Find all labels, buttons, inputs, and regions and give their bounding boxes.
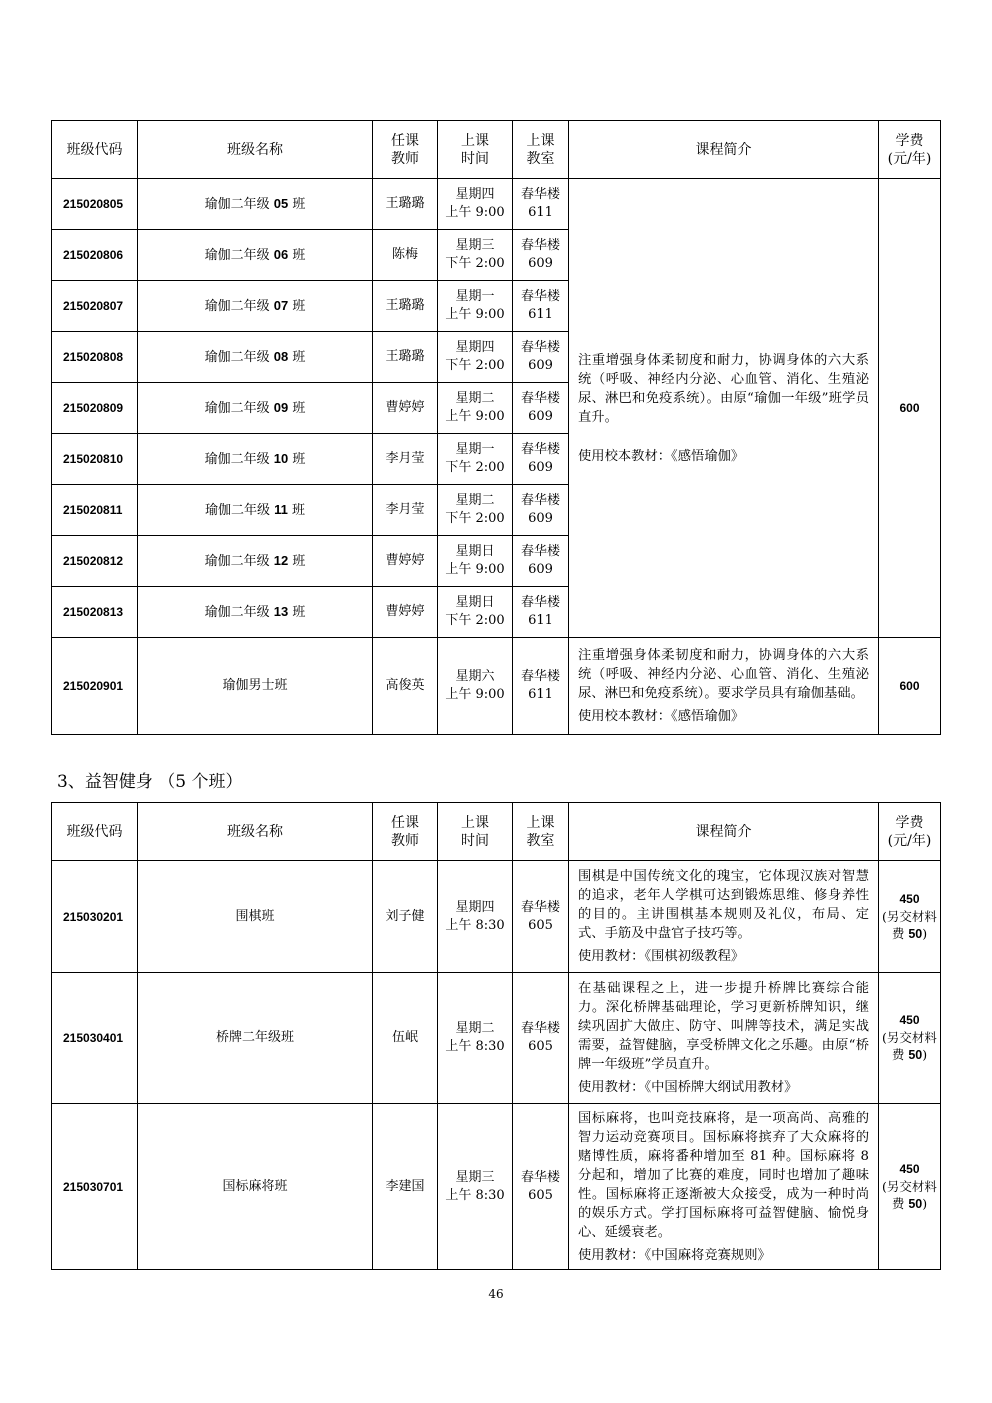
- class-code: 215020808: [52, 332, 138, 383]
- header-row: [52, 121, 941, 179]
- classroom-number: 611: [528, 613, 553, 628]
- section-heading: 3、益智健身 （5 个班）: [57, 772, 243, 792]
- class-name: 瑜伽二年级 07 班: [138, 281, 373, 332]
- classroom-building: 春华楼: [520, 391, 560, 406]
- tuition-amount: 450: [899, 1013, 920, 1027]
- tuition-cell: [879, 973, 941, 1104]
- teacher-name: 高俊英: [373, 638, 438, 735]
- column-header: 任课 教师: [373, 803, 438, 861]
- schedule-day: 星期二: [455, 391, 495, 406]
- column-header: 班级代码: [52, 121, 138, 179]
- schedule-day: 星期二: [455, 1021, 495, 1036]
- schedule-time: 上午 8:30: [445, 1187, 505, 1203]
- schedule-cell: [438, 861, 513, 973]
- column-header: 上课 教室: [513, 803, 569, 861]
- schedule-time: 上午 8:30: [445, 1039, 505, 1054]
- class-code: 215020813: [52, 587, 138, 638]
- table-body: [52, 179, 941, 735]
- column-header: 班级名称: [138, 121, 373, 179]
- tuition-amount: 600: [899, 678, 920, 693]
- tuition-cell: [879, 1104, 941, 1270]
- column-header: 学费 (元/年): [879, 803, 941, 861]
- tuition-cell: [879, 638, 941, 735]
- class-code: 215020807: [52, 281, 138, 332]
- teacher-name: 曹婷婷: [373, 536, 438, 587]
- table-row: [52, 1104, 941, 1270]
- table-body: [52, 861, 941, 1270]
- classroom-number: 611: [528, 687, 553, 702]
- class-name: 瑜伽二年级 13 班: [138, 587, 373, 638]
- classroom-cell: [513, 332, 569, 383]
- teacher-name: 李月莹: [373, 434, 438, 485]
- schedule-cell: [438, 587, 513, 638]
- schedule-day: 星期一: [455, 442, 495, 457]
- yoga-course-table: [51, 120, 941, 735]
- column-header: 班级代码: [52, 803, 138, 861]
- classroom-number: 605: [528, 1039, 553, 1054]
- classroom-building: 春华楼: [520, 595, 560, 610]
- course-description: 在基础课程之上，进一步提升桥牌比赛综合能力。深化桥牌基础理论，学习更新桥牌知识，继续巩固扩大做庄、防守、叫牌等技术，满足实战需要，益智健脑，享受桥牌文化之乐趣。由原“桥牌一年级班”学员直升。: [578, 981, 869, 1072]
- schedule-day: 星期四: [455, 340, 495, 355]
- table-row: [52, 973, 941, 1104]
- tuition-cell: [879, 861, 941, 973]
- column-header: 课程简介: [569, 121, 879, 179]
- table-header: [52, 803, 941, 861]
- teacher-name: 曹婷婷: [373, 587, 438, 638]
- course-description: 注重增强身体柔韧度和耐力，协调身体的六大系统（呼吸、神经内分泌、心血管、消化、生殖泌尿、淋巴和免疫系统）。由原“瑜伽一年级”班学员直升。: [578, 352, 869, 425]
- teacher-name: 王璐璐: [373, 281, 438, 332]
- class-name: 瑜伽二年级 11 班: [138, 485, 373, 536]
- class-code: 215020805: [52, 179, 138, 230]
- classroom-cell: [513, 861, 569, 973]
- course-textbook: 使用教材：《中国麻将竞赛规则》: [578, 1247, 771, 1263]
- classroom-cell: [513, 1104, 569, 1270]
- course-description-cell: [569, 179, 879, 638]
- class-code: 215020806: [52, 230, 138, 281]
- course-description-cell: [569, 973, 879, 1104]
- schedule-cell: [438, 973, 513, 1104]
- teacher-name: 王璐璐: [373, 179, 438, 230]
- classroom-cell: [513, 383, 569, 434]
- table-row: [52, 179, 941, 230]
- teacher-name: 王璐璐: [373, 332, 438, 383]
- schedule-cell: [438, 383, 513, 434]
- class-code: 215020812: [52, 536, 138, 587]
- schedule-time: 上午 8:30: [445, 917, 505, 933]
- schedule-cell: [438, 281, 513, 332]
- classroom-number: 609: [528, 460, 553, 475]
- classroom-number: 611: [528, 307, 553, 322]
- classroom-building: 春华楼: [520, 669, 560, 684]
- course-description: 注重增强身体柔韧度和耐力，协调身体的六大系统（呼吸、神经内分泌、心血管、消化、生殖泌尿、淋巴和免疫系统）。要求学员具有瑜伽基础。: [578, 648, 869, 701]
- table-row: [52, 861, 941, 973]
- classroom-cell: [513, 230, 569, 281]
- classroom-cell: [513, 638, 569, 735]
- tuition-note: (另交材料费 50): [882, 908, 937, 941]
- classroom-number: 609: [528, 562, 553, 577]
- course-description-cell: [569, 638, 879, 735]
- classroom-number: 605: [528, 1187, 553, 1203]
- column-header: 学费 (元/年): [879, 121, 941, 179]
- table-header: [52, 121, 941, 179]
- classroom-building: 春华楼: [520, 340, 560, 355]
- course-description-cell: [569, 1104, 879, 1270]
- schedule-day: 星期六: [455, 669, 495, 684]
- class-name: 瑜伽二年级 08 班: [138, 332, 373, 383]
- schedule-cell: [438, 485, 513, 536]
- teacher-name: 伍岷: [373, 973, 438, 1104]
- schedule-day: 星期三: [455, 1169, 495, 1185]
- column-header: 上课 时间: [438, 121, 513, 179]
- schedule-cell: [438, 179, 513, 230]
- class-code: 215030401: [52, 973, 138, 1104]
- class-name: 瑜伽二年级 05 班: [138, 179, 373, 230]
- column-header: 课程简介: [569, 803, 879, 861]
- classroom-building: 春华楼: [520, 544, 560, 559]
- course-description-cell: [569, 861, 879, 973]
- classroom-number: 609: [528, 256, 553, 271]
- classroom-cell: [513, 973, 569, 1104]
- classroom-cell: [513, 536, 569, 587]
- schedule-cell: [438, 434, 513, 485]
- course-textbook: 使用校本教材：《感悟瑜伽》: [578, 709, 745, 724]
- header-row: [52, 803, 941, 861]
- page-number: 46: [488, 1287, 504, 1301]
- classroom-building: 春华楼: [520, 493, 560, 508]
- classroom-cell: [513, 281, 569, 332]
- classroom-cell: [513, 179, 569, 230]
- classroom-building: 春华楼: [520, 238, 560, 253]
- classroom-cell: [513, 485, 569, 536]
- schedule-time: 下午 2:00: [445, 460, 505, 475]
- class-name: 瑜伽二年级 06 班: [138, 230, 373, 281]
- schedule-day: 星期四: [455, 899, 495, 915]
- class-code: 215020811: [52, 485, 138, 536]
- classroom-building: 春华楼: [520, 1169, 560, 1185]
- course-description: 国标麻将，也叫竞技麻将，是一项高尚、高雅的智力运动竞赛项目。国标麻将摈弃了大众麻将的赌博性质，麻将番种增加至 81 种。国标麻将 8 分起和，增加了比赛的难度，同时也增加了趣味性。国标麻将正逐渐被大众接受，成为一种时尚的娱乐方式。学打国标麻将可益智健脑、愉悦身心、延缓衰老。: [578, 1110, 869, 1240]
- classroom-number: 609: [528, 511, 553, 526]
- schedule-cell: [438, 1104, 513, 1270]
- class-code: 215020809: [52, 383, 138, 434]
- schedule-cell: [438, 230, 513, 281]
- class-name: 桥牌二年级班: [138, 973, 373, 1104]
- schedule-time: 上午 9:00: [445, 409, 505, 424]
- classroom-building: 春华楼: [520, 442, 560, 457]
- teacher-name: 李月莹: [373, 485, 438, 536]
- tuition-note: (另交材料费 50): [882, 1178, 937, 1211]
- table-row: [52, 638, 941, 735]
- class-name: 瑜伽二年级 10 班: [138, 434, 373, 485]
- column-header: 上课 时间: [438, 803, 513, 861]
- classroom-building: 春华楼: [520, 899, 560, 915]
- schedule-cell: [438, 638, 513, 735]
- classroom-building: 春华楼: [520, 1021, 560, 1036]
- class-name: 瑜伽二年级 09 班: [138, 383, 373, 434]
- class-code: 215030701: [52, 1104, 138, 1270]
- puzzle-fitness-course-table: [51, 802, 941, 1270]
- schedule-day: 星期一: [455, 289, 495, 304]
- course-textbook: 使用校本教材：《感悟瑜伽》: [578, 448, 745, 464]
- class-code: 215020810: [52, 434, 138, 485]
- course-textbook: 使用教材：《中国桥牌大纲试用教材》: [578, 1080, 798, 1095]
- classroom-cell: [513, 587, 569, 638]
- class-name: 围棋班: [138, 861, 373, 973]
- tuition-amount: 450: [899, 891, 920, 906]
- tuition-amount: 450: [899, 1161, 920, 1176]
- classroom-number: 611: [528, 205, 553, 220]
- schedule-day: 星期日: [455, 544, 495, 559]
- schedule-time: 上午 9:00: [445, 562, 505, 577]
- class-name: 瑜伽二年级 12 班: [138, 536, 373, 587]
- class-code: 215020901: [52, 638, 138, 735]
- schedule-day: 星期日: [455, 595, 495, 610]
- teacher-name: 李建国: [373, 1104, 438, 1270]
- schedule-time: 下午 2:00: [445, 256, 505, 271]
- classroom-number: 609: [528, 358, 553, 373]
- course-textbook: 使用教材：《围棋初级教程》: [578, 949, 745, 964]
- schedule-time: 上午 9:00: [445, 307, 505, 322]
- class-name: 国标麻将班: [138, 1104, 373, 1270]
- teacher-name: 陈梅: [373, 230, 438, 281]
- classroom-number: 609: [528, 409, 553, 424]
- teacher-name: 刘子健: [373, 861, 438, 973]
- column-header: 任课 教师: [373, 121, 438, 179]
- teacher-name: 曹婷婷: [373, 383, 438, 434]
- tuition-note: (另交材料费 50): [882, 1030, 937, 1062]
- schedule-time: 上午 9:00: [445, 687, 505, 702]
- class-code: 215030201: [52, 861, 138, 973]
- classroom-building: 春华楼: [520, 187, 560, 202]
- classroom-cell: [513, 434, 569, 485]
- schedule-day: 星期三: [455, 238, 495, 253]
- classroom-number: 605: [528, 917, 553, 933]
- class-name: 瑜伽男士班: [138, 638, 373, 735]
- tuition-amount: 600: [899, 400, 920, 415]
- schedule-time: 下午 2:00: [445, 511, 505, 526]
- schedule-cell: [438, 536, 513, 587]
- tuition-cell: [879, 179, 941, 638]
- schedule-cell: [438, 332, 513, 383]
- schedule-time: 下午 2:00: [445, 358, 505, 373]
- course-description: 围棋是中国传统文化的瑰宝，它体现汉族对智慧的追求，老年人学棋可达到锻炼思维、修身养性的目的。主讲围棋基本规则及礼仪，布局、定式、手筋及中盘官子技巧等。: [578, 869, 869, 941]
- schedule-time: 下午 2:00: [445, 613, 505, 628]
- column-header: 班级名称: [138, 803, 373, 861]
- schedule-time: 上午 9:00: [445, 205, 505, 220]
- column-header: 上课 教室: [513, 121, 569, 179]
- classroom-building: 春华楼: [520, 289, 560, 304]
- schedule-day: 星期四: [455, 187, 495, 202]
- schedule-day: 星期二: [455, 493, 495, 508]
